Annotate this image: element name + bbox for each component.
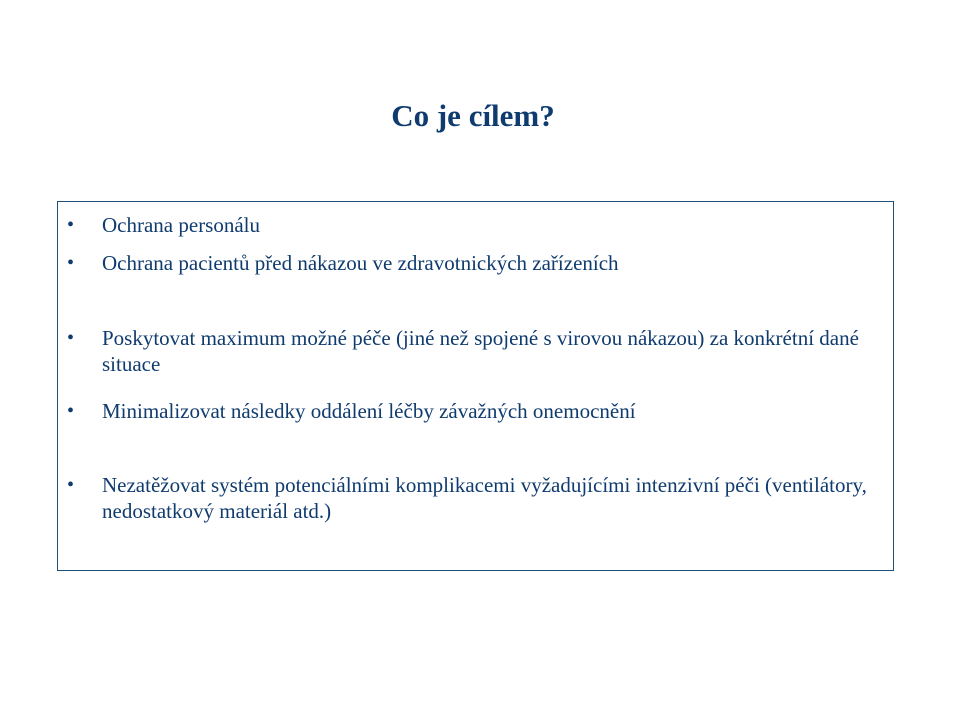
slide-title: Co je cílem? (391, 98, 555, 133)
bullet-text: Ochrana pacientů před nákazou ve zdravotnických zařízeních (102, 251, 619, 275)
bullet-dot-icon: • (67, 214, 75, 236)
bullet-dot-icon: • (67, 327, 75, 349)
content-box (57, 201, 894, 571)
bullet-text: Nezatěžovat systém potenciálními komplikacemi vyžadujícími intenzivní péči (ventilátory, nedostatkový materiál atd.) (102, 473, 867, 523)
bullet-dot-icon: • (67, 252, 75, 274)
bullet-dot-icon: • (67, 400, 75, 422)
bullet-text: Ochrana personálu (102, 213, 261, 237)
bullet-text: Poskytovat maximum možné péče (jiné než spojené s virovou nákazou) za konkrétní dané situace (102, 326, 859, 376)
bullet-dot-icon: • (67, 474, 75, 496)
bullet-text: Minimalizovat následky oddálení léčby závažných onemocnění (102, 399, 636, 423)
